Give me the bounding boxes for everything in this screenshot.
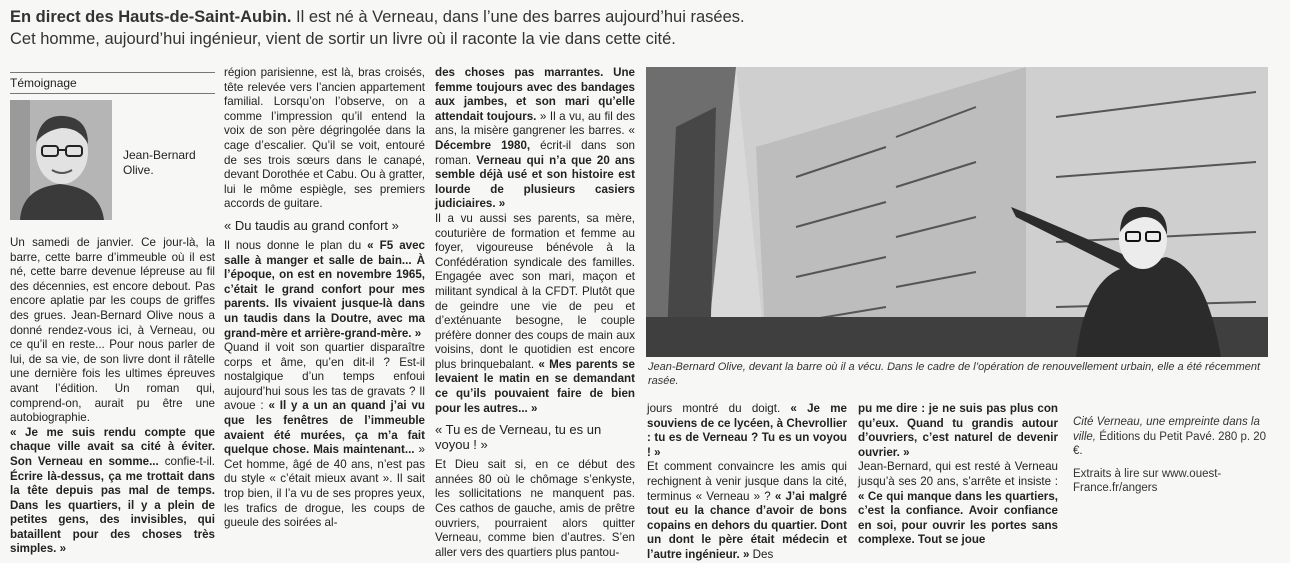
- col4-quote-b: « J’ai malgré tout eu la chance d’avoir de bons copains en dehors du quartier. Dont un dont le père était médecin et l’autre ingénieur. »: [647, 489, 847, 561]
- book-info: [1073, 415, 1273, 496]
- building-photo: [646, 67, 1268, 357]
- col2-p3-quote: « Il y a un an quand j’ai vu que les fenêtres de l’immeuble avaient été murées, ça m’a fait quelque chose. Mais maintenant...: [224, 399, 425, 457]
- col5-quote: « Ce qui manque dans les quartiers, c’est la confiance. Avoir confiance en soi, pour ouvrir les portes sans complexe. Tout se joue: [858, 489, 1058, 547]
- col3-paragraph-3: Et Dieu sait si, en ce début des années 80 où le chômage s’enkyste, les sollicitations ne manquent pas. Ces cathos de gauche, amis de prêtre ouvriers, pourraient alors quitter Verneau, comme bien d’autres. S’en aller vers des quartiers plus pantou-: [435, 458, 635, 559]
- lead-dateline: En direct des Hauts-de-Saint-Aubin.: [10, 8, 292, 26]
- col2-p2-quote: « F5 avec salle à manger et salle de bain... À l’époque, on est en novembre 1965, c’était le grand confort pour mes parents. Ils vivaient jusque-là dans un taudis dans la Doutre, avec ma grand-mère et arrière-grand-mère. »: [224, 238, 425, 340]
- photo-caption: Jean-Bernard Olive, devant la barre où il a vécu. Dans le cadre de l’opération de renouvellement urbain, elle a été récemment rasée.: [648, 361, 1261, 387]
- col4-text-b: Et comment convaincre les amis qui rechignent à venir jusque dans la cité, terminus « Verneau » ?: [647, 460, 847, 503]
- lead-text-1: Il est né à Verneau, dans l’une des barres aujourd’hui rasées.: [291, 8, 745, 26]
- col2-p2-text: Il nous donne le plan du: [224, 238, 368, 252]
- col1-paragraph-2: [10, 426, 215, 557]
- col3-paragraph-2: [435, 212, 635, 416]
- col1-attribution: confie-t-il.: [164, 454, 215, 468]
- lead-text-2: Cet homme, aujourd’hui ingénieur, vient de sortir un livre où il raconte la vie dans cette cité.: [10, 30, 676, 48]
- col4-quote-a: « Je me souviens de ce lycéen, à Chevrollier : tu es de Verneau ? Tu es un voyou ! »: [647, 402, 847, 459]
- col1-paragraph-1: Un samedi de janvier. Ce jour-là, la barre, cette barre d’immeuble où il est né, cette barre devenue lépreuse au fil des décennies, est encore debout. Pas encore aplatie par les coups de griffes des grues. Jean-Bernard Olive nous a donné rendez-vous ici, à Verneau, ou ce qu’il en reste... Pour nous parler de lui, de sa vie, de son livre dont il râtelle une dernière fois les ultimes épreuves avant l’édition. Un roman qui, comprend-on, aurait pu être une autobiographie.: [10, 236, 215, 425]
- author-name: Jean-Bernard Olive.: [123, 148, 196, 177]
- col4-text-c: Des: [749, 547, 774, 561]
- portrait-image: [10, 100, 112, 220]
- col3-text-b: écrit-il dans son roman.: [435, 138, 635, 167]
- col3-p2-text: Il a vu aussi ses parents, sa mère, couturière de formation et femme au foyer, vigoureuse bénévole à la Confédération syndicale des familles. Engagée avec son mari, maçon et militant syndical à la CFDT. Plutôt que de geindre une vie de peu et d’exténuante besogne, le couple préfère donner des coups de main aux voisins, dont le quotidien est encore plus brinquebalant.: [435, 211, 635, 371]
- col4-paragraph-2: [647, 460, 847, 562]
- book-publisher: Éditions du Petit Pavé. 280 p. 20 €.: [1073, 430, 1267, 457]
- section-kicker: Témoignage: [10, 72, 215, 94]
- col3-paragraph-1: [435, 66, 635, 212]
- book-reference: [1073, 415, 1273, 459]
- column-5: [858, 402, 1058, 548]
- col2-p3-text: Quand il voit son quartier disparaître corps et âme, qu’en dit-il ? Est-il nostalgique d’un temps enfoui aujourd’hui sous les tas de gravats ? Il avoue :: [224, 341, 425, 413]
- col4-text-a: jours montré du doigt.: [647, 402, 791, 415]
- author-box: [10, 100, 215, 220]
- column-1: [10, 236, 215, 557]
- col3-quote-b: Décembre 1980,: [435, 138, 531, 152]
- col5-text: Jean-Bernard, qui est resté à Verneau jusqu’à ses 20 ans, s’arrête et insiste :: [858, 460, 1058, 488]
- book-extract-link[interactable]: Extraits à lire sur www.ouest-France.fr/angers: [1073, 467, 1222, 494]
- col5-paragraph-1: pu me dire : je ne suis pas plus con qu’eux. Quand tu grandis autour d’ouvriers, c’est naturel de devenir ouvrier. »: [858, 402, 1058, 459]
- col5-paragraph-2: [858, 460, 1058, 548]
- col2-subhead: « Du taudis au grand confort »: [224, 217, 399, 233]
- col3-quote-a: des choses pas marrantes. Une femme toujours avec des bandages aux jambes, et son mari qu’elle attendait toujours.: [435, 66, 635, 123]
- col3-subhead: « Tu es de Verneau, tu es un voyou ! »: [435, 422, 602, 453]
- col2-paragraph-3: [224, 341, 425, 531]
- col2-p3-text-b: » Cet homme, âgé de 40 ans, n’est pas du style « c’était mieux avant ». Il sait trop bien, il l’a vu de ses propres yeux, les trafics de drogue, les coups de gueule des soirées al-: [224, 443, 425, 530]
- col1-quote-b: Écrire là-dessus, ça me trottait dans la tête depuis pas mal de temps. Dans les quartiers, il y a plein de petites gens, des invisibles, qui bataillent pour des choses très simples. »: [10, 469, 215, 556]
- col3-quote-c: Verneau qui n’a que 20 ans semble déjà usé et son histoire est lourde de plusieurs casiers judiciaires. »: [435, 153, 635, 211]
- col2-paragraph-2: [224, 239, 425, 341]
- col3-text-a: » Il a vu, au fil des ans, la misère gangrener les barres. «: [435, 109, 636, 138]
- author-portrait: [10, 100, 112, 220]
- column-4: [647, 402, 847, 563]
- col2-paragraph-1: région parisienne, est là, bras croisés, tête relevée vers l’ancien appartement familial. Lorsqu’on l’observe, on a comme l’impression qu’il entend la voix de son père dégringolée dans la cage d’escalier. Qu’il se voit, entouré de ses trois sœurs dans le canapé, devant Dorothée et Cabu. Ou à gratter, lui le môme espiègle, ses premiers accords de guitare.: [224, 66, 425, 211]
- book-title: Cité Verneau, une empreinte dans la ville,: [1073, 416, 1260, 443]
- col3-p2-quote: « Mes parents se levaient le matin en se demandant ce qu’ils pouvaient faire de bien pour les autres... »: [435, 357, 635, 415]
- column-2: [224, 66, 425, 531]
- photo-image: [646, 67, 1268, 357]
- col1-quote-a: « Je me suis rendu compte que chaque ville avait sa cité à éviter. Son Verneau en somme...: [10, 425, 215, 468]
- col4-paragraph-1: [647, 402, 847, 460]
- lead-paragraph: [10, 6, 1010, 50]
- column-3: [435, 66, 635, 560]
